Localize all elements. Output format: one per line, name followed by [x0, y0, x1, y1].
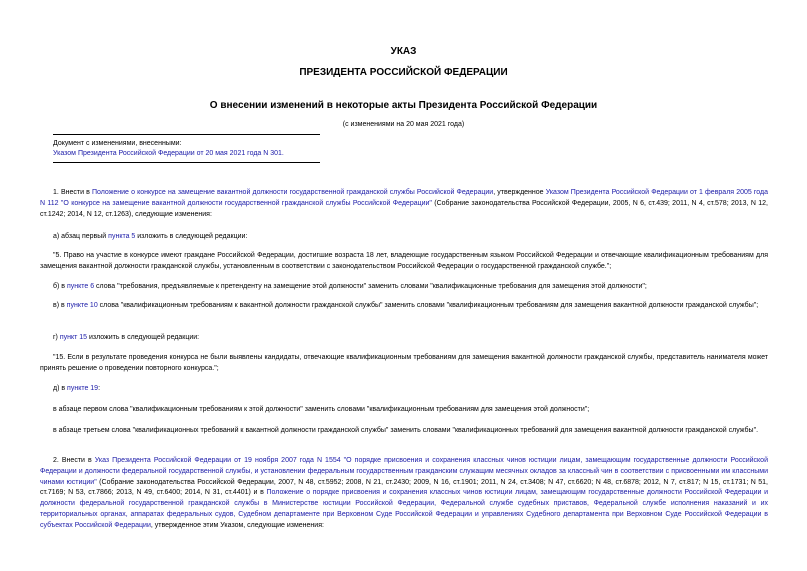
- document-issuer: ПРЕЗИДЕНТА РОССИЙСКОЙ ФЕДЕРАЦИИ: [299, 67, 508, 78]
- paragraph-g-text-2: изложить в следующей редакции:: [87, 334, 200, 341]
- paragraph-d: [40, 384, 768, 395]
- paragraph-d-1: в абзаце первом слова "квалификационным требованиям к этой должности" заменить словами "квалификационным требованиям для замещения этой должности";: [53, 406, 590, 413]
- document-subject: О внесении изменений в некоторые акты Президента Российской Федерации: [209, 100, 598, 111]
- paragraph-b-text: б) в: [53, 283, 67, 290]
- amending-decree-link[interactable]: Указом Президента Российской Федерации от 20 мая 2021 года N 301.: [53, 150, 284, 157]
- quote-point-15: "15. Если в результате проведения конкурса не были выявлены кандидаты, отвечающие квалификационным требованиям для замещения вакантной должности гражданской службы, представитель нанимателя может принять решение о проведении повторного конкурса.";: [40, 354, 768, 372]
- paragraph-d-3: в абзаце третьем слова "квалификационных требований к вакантной должности гражданской службы" заменить словами "квалификационных требований для замещения вакантной должности гражданской службы".: [53, 427, 759, 434]
- paragraph-v: [40, 301, 768, 312]
- paragraph-g-text: г): [53, 334, 60, 341]
- paragraph-a: [40, 232, 768, 243]
- paragraph-1-text-3: (Собрание законодательства Российской Федерации, 2005, N 6, ст.439; 2011, N 4, ст.578; 2013, N 12, ст.1242; 2014, N 12, ст.1263), следующие изменения:: [40, 199, 768, 218]
- point-5-link[interactable]: пункта 5: [108, 233, 136, 240]
- paragraph-2-text-3: , утвержденное этим Указом, следующие изменения:: [150, 521, 324, 529]
- document-title: УКАЗ: [390, 46, 417, 57]
- paragraph-b: [40, 282, 768, 293]
- paragraph-1: [40, 188, 768, 220]
- paragraph-a-text-2: изложить в следующей редакции:: [135, 233, 248, 240]
- amendments-label: Документ с изменениями, внесенными:: [53, 140, 182, 147]
- decree-1554-link[interactable]: Указ Президента Российской Федерации от 19 ноября 2007 года N 1554 "О порядке присвоения и сохранения классных чинов юстиции лицам, замещающим государственные должности Российской Федерации и должности федеральной государственной службы, и установлении федеральным государственным гражданским служащим месячных окладов за классный чин в соответствии с присвоенными им классными чинами юстиции": [40, 457, 768, 486]
- decree-112-link[interactable]: Указом Президента Российской Федерации от 1 февраля 2005 года N 112 "О конкурсе на замещение вакантной должности государственной гражданской службы Российской Федерации": [40, 189, 768, 207]
- point-6-link[interactable]: пункте 6: [66, 283, 95, 290]
- paragraph-2: [40, 456, 768, 532]
- amendment-note: (с изменениями на 20 мая 2021 года): [342, 121, 465, 128]
- paragraph-d-text: д) в: [53, 385, 68, 392]
- point-19-link[interactable]: пункте 19: [67, 385, 99, 392]
- paragraph-g: [40, 333, 768, 344]
- paragraph-2-text: 2. Внести в: [53, 457, 95, 464]
- paragraph-v-text-2: слова "квалификационным требованиям к вакантной должности гражданской службы" заменить словами "квалификационным требованиям для замещения вакантной должности гражданской службы";: [97, 302, 759, 309]
- paragraph-a-text: а) абзац первый: [53, 233, 109, 240]
- paragraph-b-text-2: слова "требования, предъявляемые к претенденту на замещение этой должности" заменить словами "квалификационные требования для замещения этой должности";: [94, 283, 647, 290]
- amendments-box: [53, 134, 320, 163]
- paragraph-2-text-2: (Собрание законодательства Российской Федерации, 2007, N 48, ст.5952; 2008, N 21, ст.2430; 2009, N 16, ст.1901; 2011, N 24, ст.3408; N 47, ст.6620; N 48, ст.6878; 2012, N 7, ст.817; N 15, ст.1731; N 51, ст.7169; N 53, ст.7866; 2013, N 49, ст.6400; 2014, N 31, ст.4401) и в: [40, 478, 768, 497]
- point-15-link[interactable]: пункт 15: [59, 334, 88, 341]
- paragraph-1-text-2: , утвержденное: [493, 189, 546, 196]
- paragraph-d-text-2: :: [98, 385, 101, 392]
- paragraph-v-text: в) в: [53, 302, 67, 309]
- quote-point-5: "5. Право на участие в конкурсе имеют граждане Российской Федерации, достигшие возраста 18 лет, владеющие государственным языком Российской Федерации и отвечающие квалификационным требованиям для замещения вакантной должности гражданской службы, установленным в соответствии с законодательством Российской Федерации о государственной гражданской службе.";: [40, 252, 768, 270]
- competition-regulation-link[interactable]: Положение о конкурсе на замещение вакантной должности государственной гражданской службы Российской Федерации: [91, 189, 494, 196]
- justice-ranks-regulation-link[interactable]: Положение о порядке присвоения и сохранения классных чинов юстиции лицам, замещающим государственные должности Российской Федерации и должности федеральной государственной гражданской службы в Министерстве юстиции Российской Федерации, Федеральной службе судебных приставов, Федеральной службе исполнения наказаний и их территориальных органах, аппаратах федеральных судов, Судебном департаменте при Верховном Суде Российской Федерации и управлениях Судебного департамента при Верховном Суде Российской Федерации в субъектах Российской Федерации: [40, 489, 768, 529]
- point-10-link[interactable]: пункте 10: [66, 302, 98, 309]
- paragraph-1-text: 1. Внести в: [53, 189, 92, 196]
